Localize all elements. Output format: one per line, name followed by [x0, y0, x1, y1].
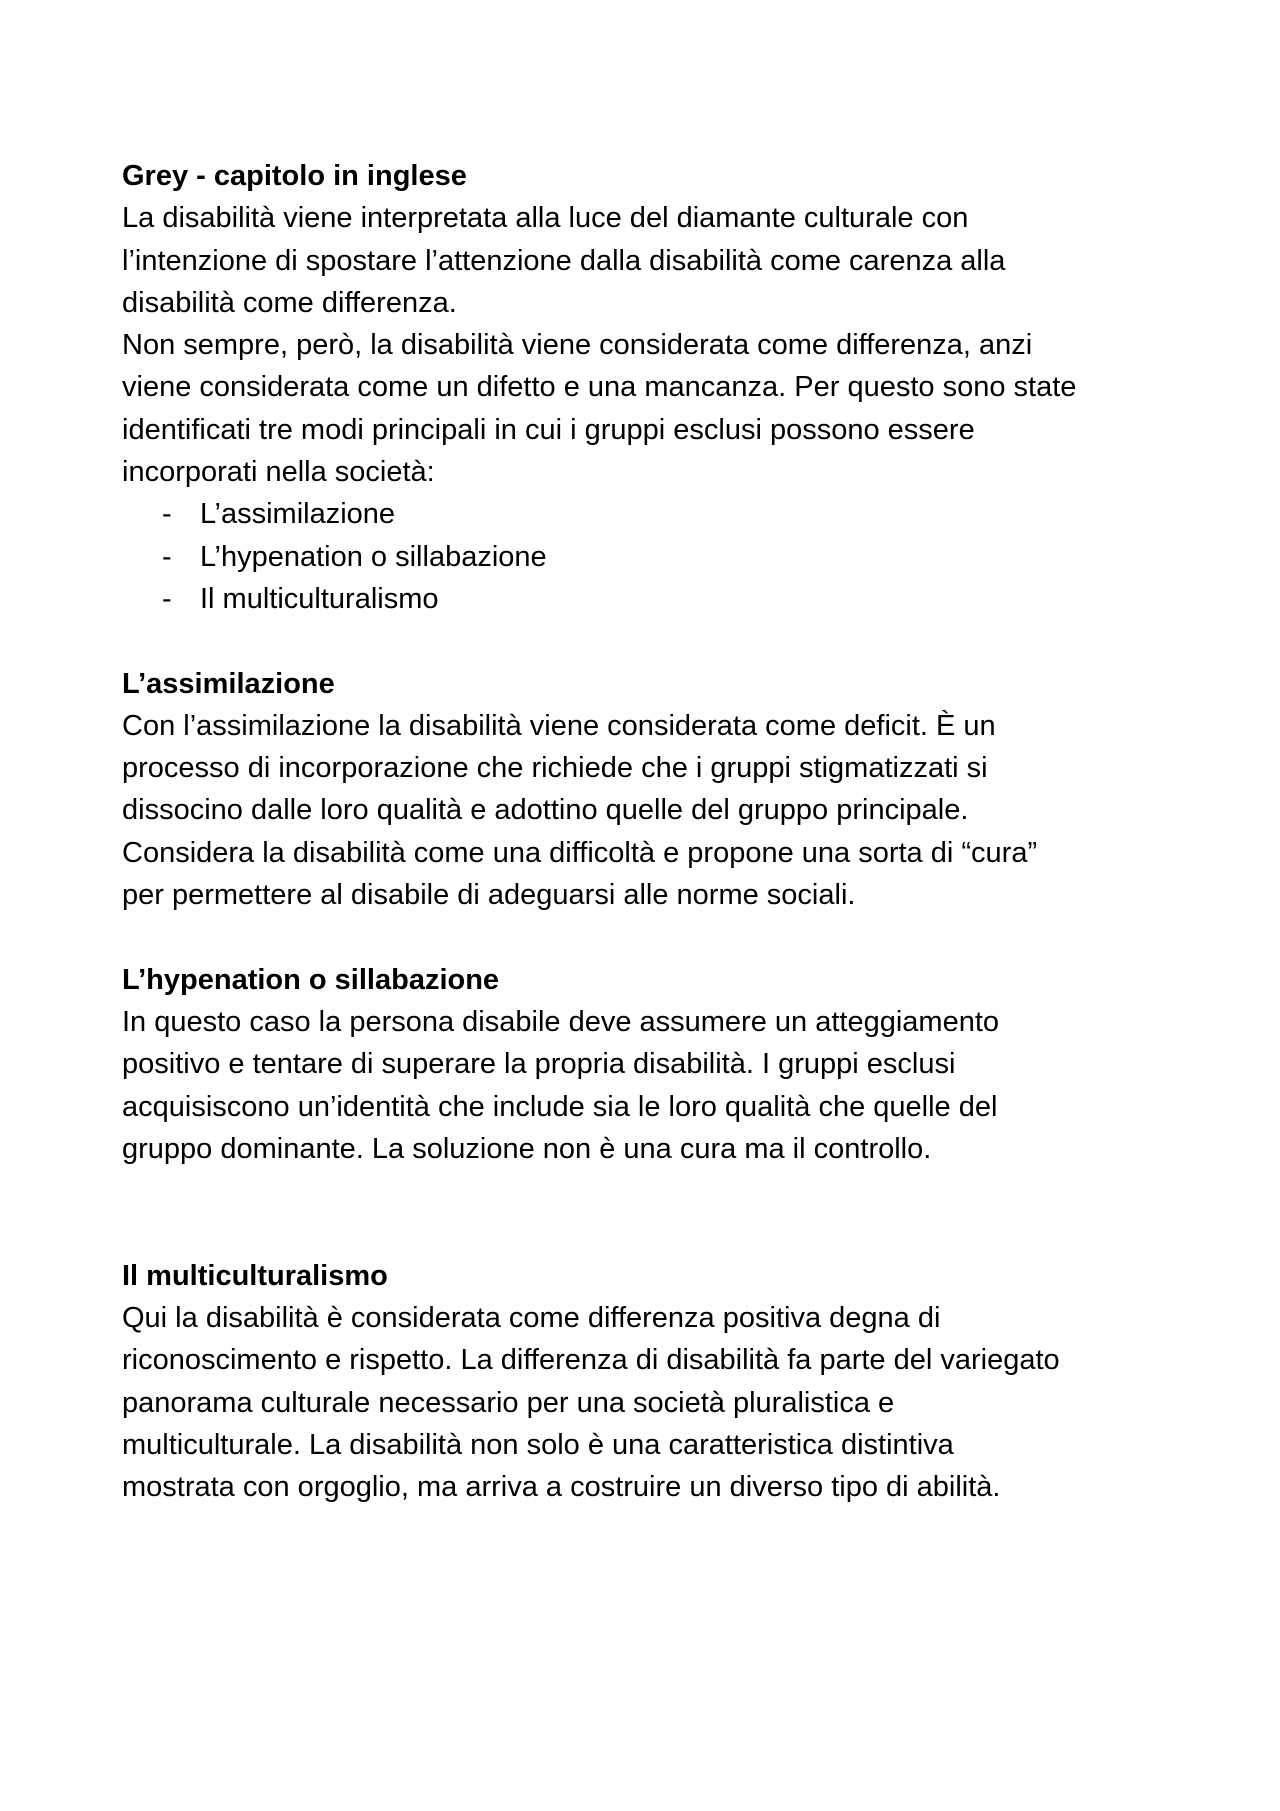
- text-line: Con l’assimilazione la disabilità viene considerata come deficit. È un: [122, 709, 996, 742]
- text-line: dissocino dalle loro qualità e adottino quelle del gruppo principale.: [122, 794, 969, 827]
- text-line: processo di incorporazione che richiede che i gruppi stigmatizzati si: [122, 752, 988, 785]
- text-line: l’intenzione di spostare l’attenzione dalla disabilità come carenza alla: [122, 244, 1006, 277]
- list-dash: -: [162, 540, 172, 573]
- paragraph-spacer: [122, 916, 1182, 958]
- text-line: acquisiscono un’identità che include sia le loro qualità che quelle del: [122, 1090, 998, 1123]
- text-line: identificati tre modi principali in cui i gruppi esclusi possono essere: [122, 413, 975, 446]
- paragraph-spacer: [122, 620, 1182, 662]
- list-item: [122, 536, 1182, 578]
- list-item-text: L’assimilazione: [200, 498, 396, 531]
- text-line: Qui la disabilità è considerata come differenza positiva degna di: [122, 1302, 941, 1335]
- text-line: In questo caso la persona disabile deve assumere un atteggiamento: [122, 1005, 1000, 1038]
- text-line: gruppo dominante. La soluzione non è una cura ma il controllo.: [122, 1132, 932, 1165]
- section-heading-hypenation: L’hypenation o sillabazione: [122, 963, 500, 996]
- section-body-hypenation: [122, 1001, 1182, 1170]
- section-heading-assimilation: L’assimilazione: [122, 667, 335, 700]
- text-line: mostrata con orgoglio, ma arriva a costruire un diverso tipo di abilità.: [122, 1471, 1001, 1504]
- text-line: multiculturale. La disabilità non solo è una caratteristica distintiva: [122, 1428, 954, 1461]
- section-body-multiculturalism: [122, 1297, 1182, 1508]
- paragraph-spacer: [122, 1170, 1182, 1255]
- text-line: disabilità come differenza.: [122, 286, 457, 319]
- integration-modes-list: [122, 493, 1182, 620]
- list-item: [122, 493, 1182, 535]
- list-item-text: L’hypenation o sillabazione: [200, 540, 547, 573]
- text-line: per permettere al disabile di adeguarsi alle norme sociali.: [122, 879, 856, 912]
- text-line: positivo e tentare di superare la propria disabilità. I gruppi esclusi: [122, 1048, 956, 1081]
- text-line: riconoscimento e rispetto. La differenza di disabilità fa parte del variegato: [122, 1344, 1060, 1377]
- text-line: Considera la disabilità come una difficoltà e propone una sorta di “cura”: [122, 836, 1038, 869]
- text-line: viene considerata come un difetto e una mancanza. Per questo sono state: [122, 371, 1077, 404]
- list-dash: -: [162, 498, 172, 531]
- section-body-assimilation: [122, 705, 1182, 916]
- list-item: [122, 578, 1182, 620]
- intro-paragraph: [122, 197, 1182, 493]
- section-heading-multiculturalism: Il multiculturalismo: [122, 1259, 388, 1292]
- text-line: panorama culturale necessario per una società pluralistica e: [122, 1386, 895, 1419]
- document-page: [122, 155, 1182, 1509]
- text-line: La disabilità viene interpretata alla luce del diamante culturale con: [122, 202, 969, 235]
- text-line: incorporati nella società:: [122, 456, 435, 489]
- list-item-text: Il multiculturalismo: [200, 582, 439, 615]
- list-dash: -: [162, 582, 172, 615]
- text-line: Non sempre, però, la disabilità viene considerata come differenza, anzi: [122, 329, 1033, 362]
- document-title: Grey - capitolo in inglese: [122, 160, 467, 192]
